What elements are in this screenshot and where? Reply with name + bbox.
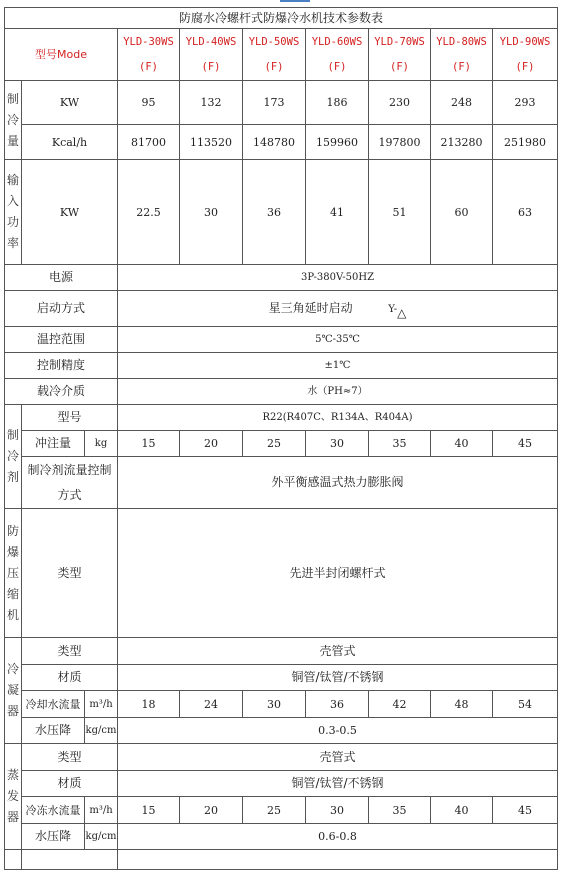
start-mode-row [5,291,558,327]
model-cell: YLD-50WS (F) [243,29,306,81]
evaporator-type-label: 类型 [22,744,118,771]
model-cell: YLD-80WS (F) [431,29,493,81]
tail-cell [118,850,558,870]
power-supply-value: 3P-380V-50HZ [118,265,558,291]
evaporator-flow-unit: m³/h [85,797,118,824]
start-mode-extra: Y- [388,303,398,315]
evaporator-material-row [5,771,558,797]
refrigerant-type-value: R22(R407C、R134A、R404A) [118,405,558,431]
model-cell: YLD-70WS (F) [369,29,431,81]
input-power-value: 30 [180,160,243,265]
refrigerant-group: 制 冷 剂 [5,405,22,509]
evaporator-material-value: 铜管/钛管/不锈钢 [118,771,558,797]
model-label: 型号Mode [5,29,118,81]
evaporator-type-value: 壳管式 [118,744,558,771]
evaporator-drop-label: 水压降 [22,824,85,850]
title-row [5,8,558,29]
compressor-row [5,509,558,638]
evaporator-group: 蒸 发 器 [5,744,22,850]
condenser-material-row [5,665,558,691]
condenser-type-row [5,638,558,665]
refrigerant-control-label: 制冷剂流量控制 方式 [22,457,118,509]
start-mode-cell [118,291,558,327]
delta-symbol: △ [397,305,407,320]
power-supply-row [5,265,558,291]
charge-value: 15 [118,431,180,457]
condenser-flow-value: 30 [243,691,306,718]
cooling-kw-value: 248 [431,81,493,125]
model-row [5,29,558,81]
cooling-kcal-label: Kcal/h [22,125,118,160]
condenser-drop-row [5,718,558,744]
input-power-value: 51 [369,160,431,265]
medium-label: 载冷介质 [5,379,118,405]
evaporator-flow-value: 45 [493,797,558,824]
tail-cell [5,850,22,870]
condenser-drop-value: 0.3-0.5 [118,718,558,744]
model-cell: YLD-30WS (F) [118,29,180,81]
evaporator-flow-row [5,797,558,824]
cooling-kw-value: 173 [243,81,306,125]
condenser-group: 冷 凝 器 [5,638,22,744]
evaporator-flow-value: 15 [118,797,180,824]
precision-label: 控制精度 [5,353,118,379]
medium-value: 水（PH≈7） [118,379,558,405]
input-power-value: 41 [306,160,369,265]
precision-value: ±1℃ [118,353,558,379]
condenser-material-value: 铜管/钛管/不锈钢 [118,665,558,691]
evaporator-flow-value: 20 [180,797,243,824]
cooling-kcal-value: 148780 [243,125,306,160]
tail-cell [22,850,118,870]
temp-range-value: 5℃-35℃ [118,327,558,353]
evaporator-flow-value: 35 [369,797,431,824]
table-title: 防腐水冷螺杆式防爆冷水机技术参数表 [5,8,558,29]
refrigerant-control-value: 外平衡感温式热力膨胀阀 [118,457,558,509]
compressor-type-value: 先进半封闭螺杆式 [118,509,558,638]
cooling-kcal-value: 81700 [118,125,180,160]
cooling-capacity-group: 制 冷 量 [5,81,22,160]
cooling-kw-row [5,81,558,125]
charge-value: 35 [369,431,431,457]
temp-range-row [5,327,558,353]
input-power-unit: KW [22,160,118,265]
charge-unit: kg [85,431,118,457]
charge-value: 40 [431,431,493,457]
condenser-flow-value: 54 [493,691,558,718]
condenser-flow-unit: m³/h [85,691,118,718]
cooling-kcal-value: 251980 [493,125,558,160]
condenser-flow-value: 42 [369,691,431,718]
condenser-flow-row [5,691,558,718]
table-tail-row [5,850,558,870]
refrigerant-charge-row [5,431,558,457]
model-cell: YLD-60WS (F) [306,29,369,81]
evaporator-flow-value: 25 [243,797,306,824]
model-cell: YLD-90WS (F) [493,29,558,81]
evaporator-drop-value: 0.6-0.8 [118,824,558,850]
power-supply-label: 电源 [5,265,118,291]
evaporator-material-label: 材质 [22,771,118,797]
charge-label: 冲注量 [22,431,85,457]
charge-value: 30 [306,431,369,457]
cooling-kw-value: 230 [369,81,431,125]
evaporator-flow-value: 40 [431,797,493,824]
top-accent-bar [0,0,562,7]
input-power-value: 60 [431,160,493,265]
cooling-kcal-value: 197800 [369,125,431,160]
cooling-kw-label: KW [22,81,118,125]
condenser-flow-value: 36 [306,691,369,718]
evaporator-type-row [5,744,558,771]
precision-row [5,353,558,379]
condenser-drop-unit: kg/cm [85,718,118,744]
compressor-group: 防 爆 压 缩 机 [5,509,22,638]
refrigerant-control-row [5,457,558,509]
cooling-kcal-value: 113520 [180,125,243,160]
condenser-flow-label: 冷却水流量 [22,691,85,718]
condenser-flow-value: 24 [180,691,243,718]
condenser-material-label: 材质 [22,665,118,691]
cooling-kcal-row [5,125,558,160]
condenser-type-label: 类型 [22,638,118,665]
condenser-type-value: 壳管式 [118,638,558,665]
charge-value: 25 [243,431,306,457]
condenser-flow-value: 48 [431,691,493,718]
spec-table [4,7,558,870]
evaporator-drop-row [5,824,558,850]
evaporator-drop-unit: kg/cm [85,824,118,850]
start-mode-value: 星三角延时启动 [268,300,353,315]
model-cell: YLD-40WS (F) [180,29,243,81]
cooling-kcal-value: 159960 [306,125,369,160]
refrigerant-type-row [5,405,558,431]
temp-range-label: 温控范围 [5,327,118,353]
condenser-flow-value: 18 [118,691,180,718]
evaporator-flow-value: 30 [306,797,369,824]
cooling-kcal-value: 213280 [431,125,493,160]
cooling-kw-value: 186 [306,81,369,125]
evaporator-flow-label: 冷冻水流量 [22,797,85,824]
input-power-value: 22.5 [118,160,180,265]
refrigerant-type-label: 型号 [22,405,118,431]
medium-row [5,379,558,405]
charge-value: 45 [493,431,558,457]
compressor-type-label: 类型 [22,509,118,638]
condenser-drop-label: 水压降 [22,718,85,744]
input-power-value: 36 [243,160,306,265]
input-power-group: 输 入 功 率 [5,160,22,265]
cooling-kw-value: 132 [180,81,243,125]
start-mode-label: 启动方式 [5,291,118,327]
input-power-value: 63 [493,160,558,265]
cooling-kw-value: 95 [118,81,180,125]
input-power-row [5,160,558,265]
charge-value: 20 [180,431,243,457]
cooling-kw-value: 293 [493,81,558,125]
